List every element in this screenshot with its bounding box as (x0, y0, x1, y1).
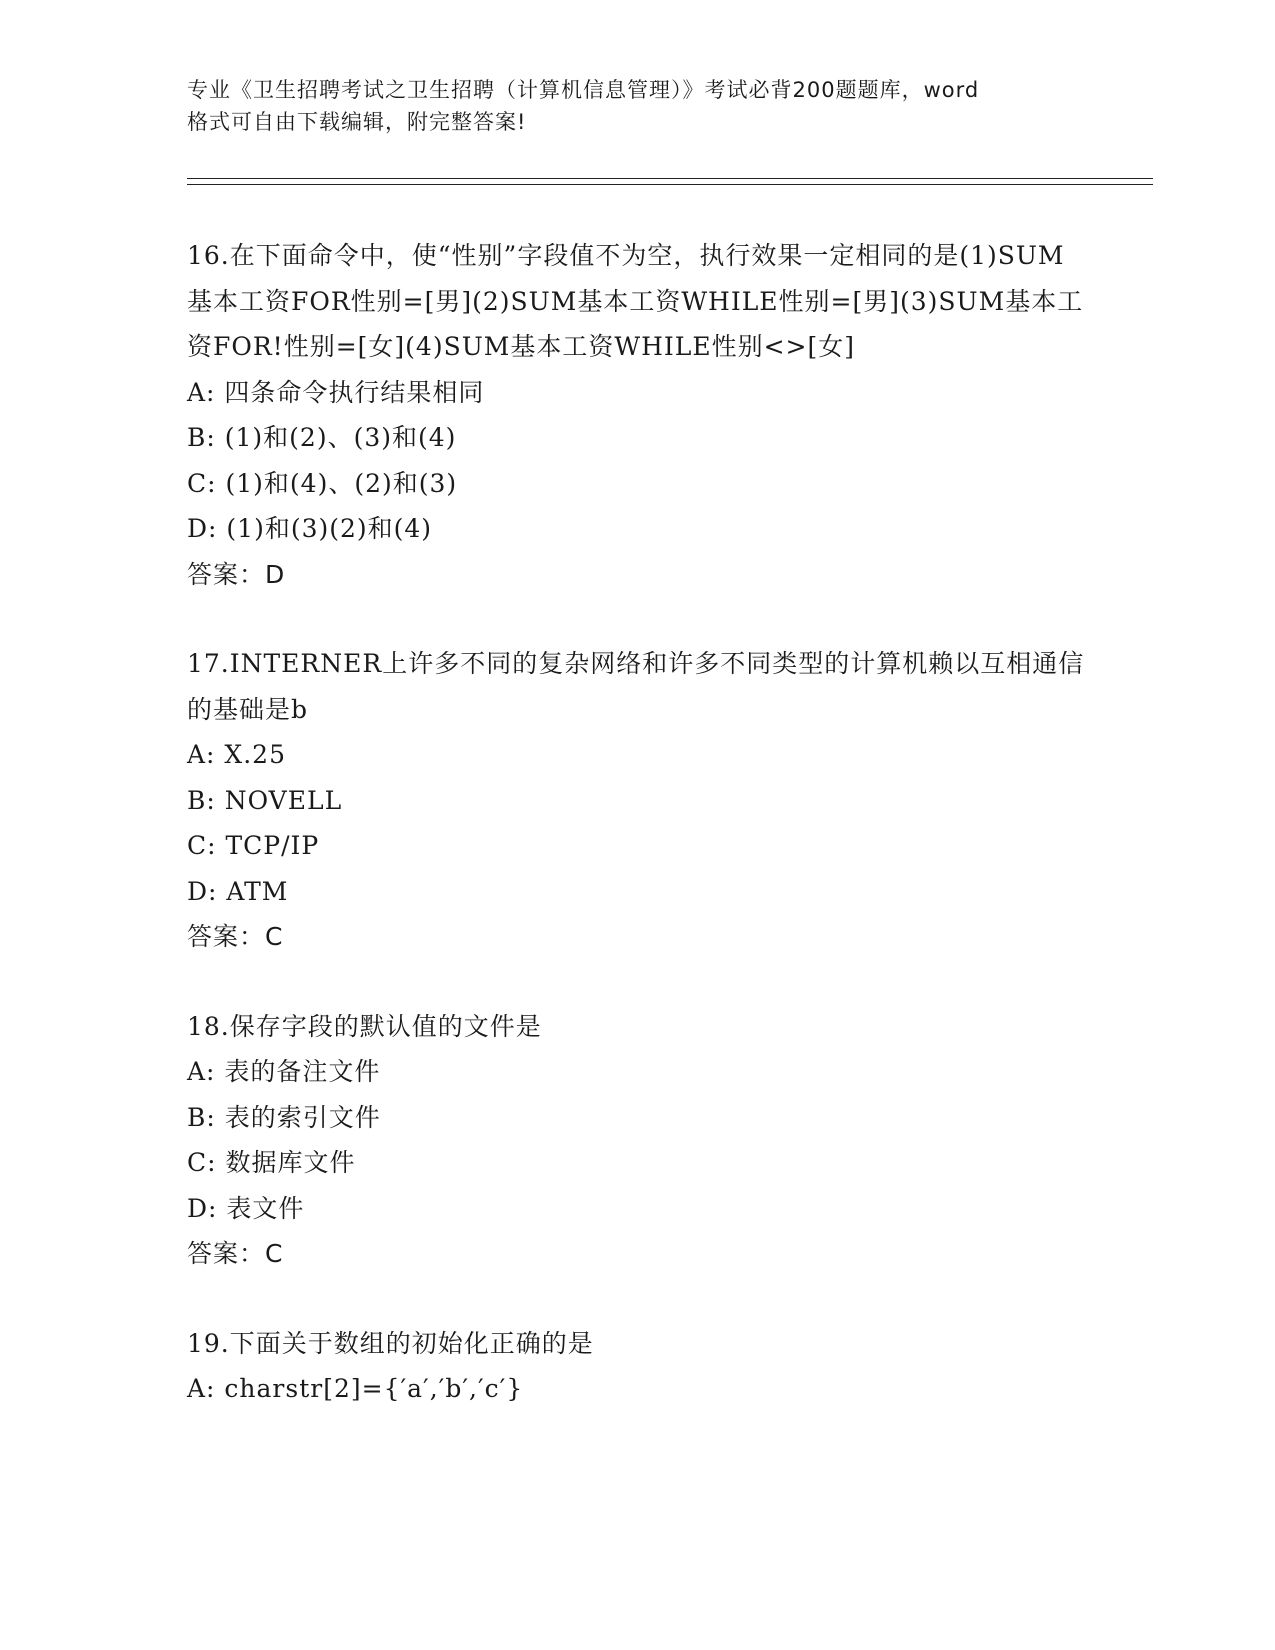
question-text: 18.保存字段的默认值的文件是 (187, 1011, 542, 1041)
option-a: A: X.25 (187, 740, 286, 769)
answer-line: 答案：D (187, 559, 286, 589)
header-divider-bottom (187, 184, 1153, 185)
question-text: 17.INTERNER上许多不同的复杂网络和许多不同类型的计算机赖以互相通信的基础是b (187, 649, 1085, 724)
question-17 (187, 641, 1087, 960)
question-18 (187, 1004, 1087, 1277)
option-b: B: (1)和(2)、(3)和(4) (187, 423, 457, 452)
question-list (187, 233, 1087, 1456)
answer-line: 答案：C (187, 922, 284, 951)
option-a: A: charstr[2]={′a′,′b′,′c′} (187, 1374, 524, 1403)
option-c: C: 数据库文件 (187, 1148, 356, 1177)
option-c: C: TCP/IP (187, 831, 320, 860)
option-b: B: NOVELL (187, 785, 343, 815)
option-c: C: (1)和(4)、(2)和(3) (187, 468, 458, 498)
question-16 (187, 233, 1087, 597)
option-d: D: (1)和(3)(2)和(4) (187, 514, 433, 543)
option-d: D: 表文件 (187, 1193, 305, 1223)
option-d: D: ATM (187, 876, 289, 906)
header-line-1: 专业《卫生招聘考试之卫生招聘（计算机信息管理）》考试必背200题题库，word (187, 78, 980, 102)
option-b: B: 表的索引文件 (187, 1102, 381, 1132)
question-19 (187, 1321, 1087, 1412)
answer-line: 答案：C (187, 1239, 284, 1268)
document-header (187, 74, 1087, 138)
header-divider-top (187, 178, 1153, 179)
option-a: A: 表的备注文件 (187, 1057, 381, 1086)
question-text: 16.在下面命令中，使“性别”字段值不为空，执行效果一定相同的是(1)SUM基本工资FOR性别=[男](2)SUM基本工资WHILE性别=[男](3)SUM基本工资FOR!性别=[女](4)SUM基本工资WHILE性别<>[女] (187, 241, 1084, 361)
question-text: 19.下面关于数组的初始化正确的是 (187, 1328, 594, 1358)
header-line-2: 格式可自由下载编辑，附完整答案! (187, 110, 527, 134)
option-a: A: 四条命令执行结果相同 (187, 377, 485, 407)
